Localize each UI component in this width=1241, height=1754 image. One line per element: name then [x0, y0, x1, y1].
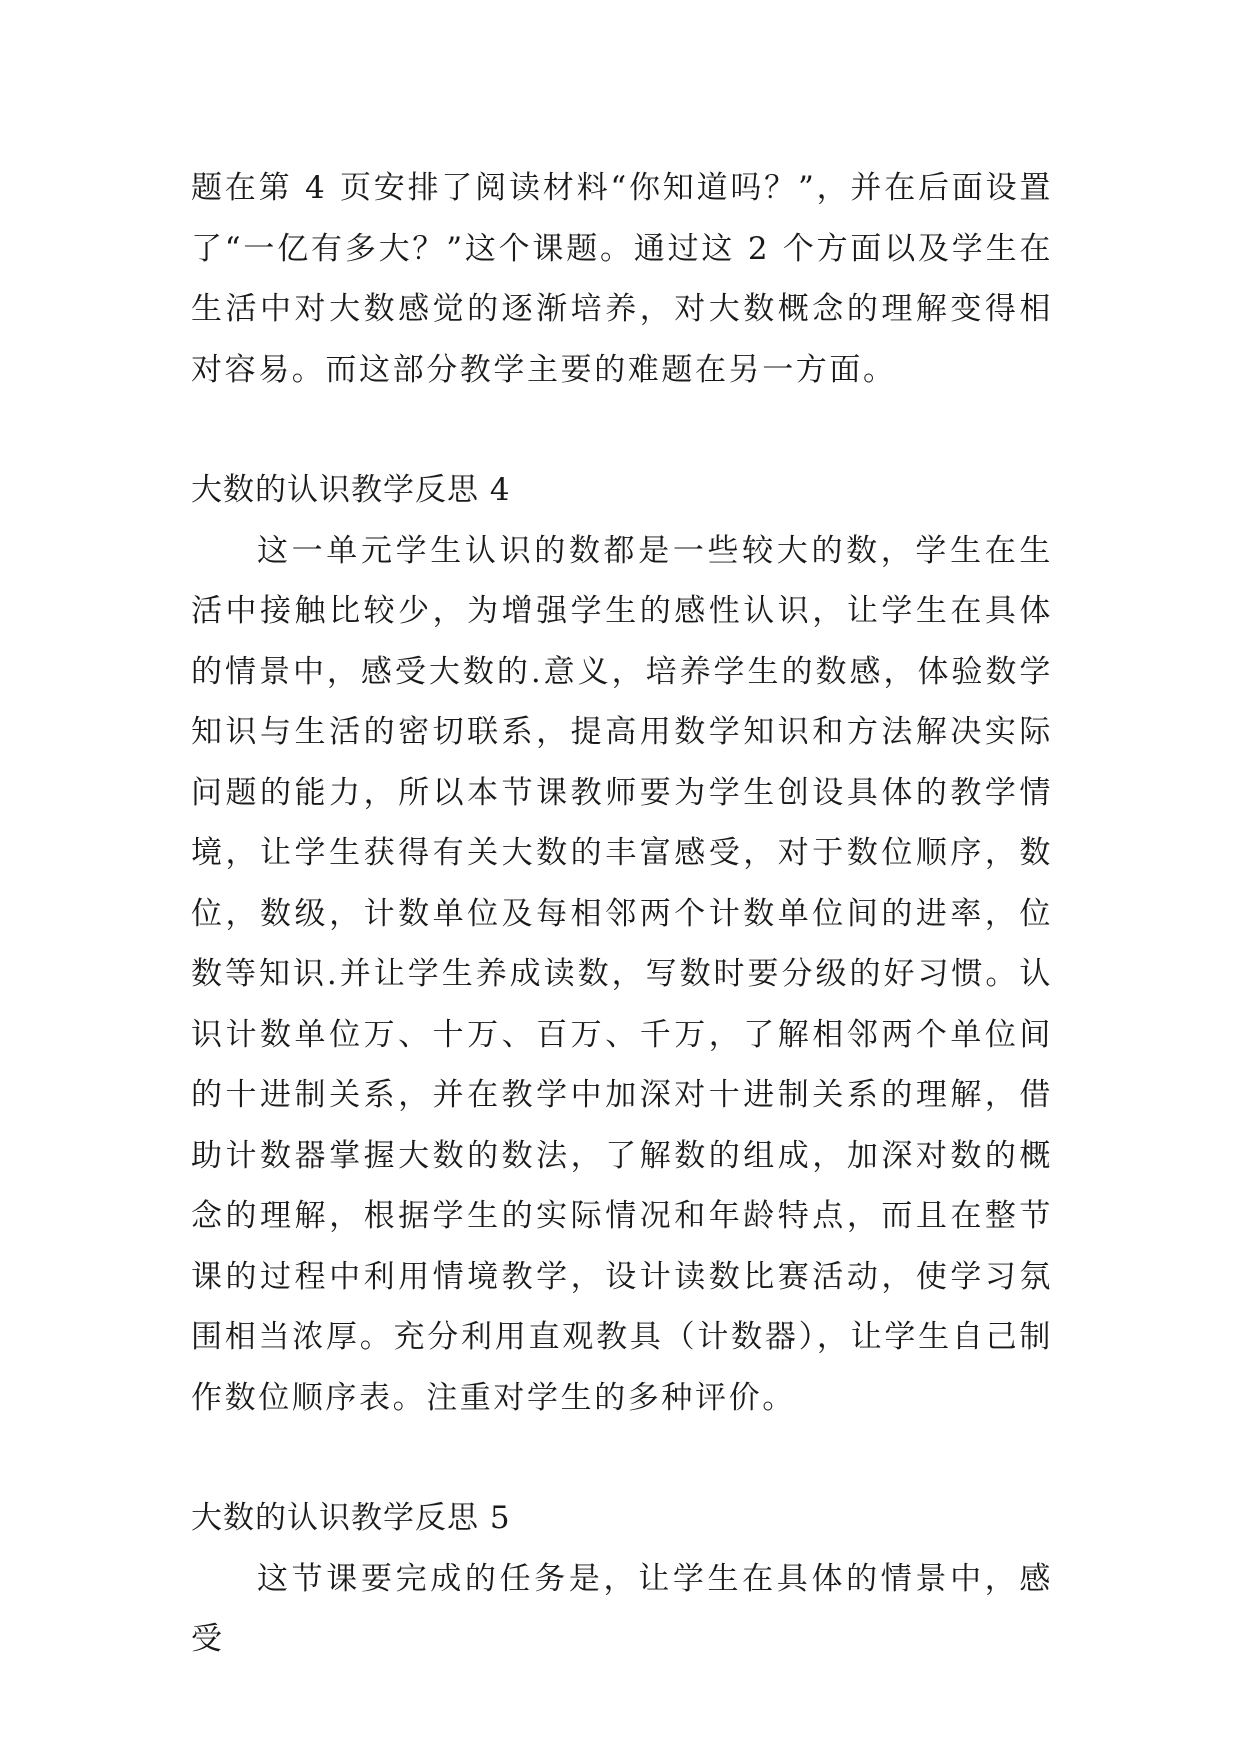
document-page [191, 158, 1053, 1670]
section-heading-5: 大数的认识教学反思 5 [191, 1500, 511, 1536]
continuation-paragraph: 题在第 4 页安排了阅读材料“你知道吗？”，并在后面设置了“一亿有多大？”这个课题。通过这 2 个方面以及学生在生活中对大数感觉的逐渐培养，对大数概念的理解变得相对容易。而这部分教学主要的难题在另一方面。 [191, 170, 1053, 388]
section-heading-4: 大数的认识教学反思 4 [191, 472, 511, 508]
section-paragraph-4: 这一单元学生认识的数都是一些较大的数，学生在生活中接触比较少，为增强学生的感性认识，让学生在具体的情景中，感受大数的.意义，培养学生的数感，体验数学知识与生活的密切联系，提高用数学知识和方法解决实际问题的能力，所以本节课教师要为学生创设具体的教学情境，让学生获得有关大数的丰富感受，对于数位顺序，数位，数级，计数单位及每相邻两个计数单位间的进率，位数等知识.并让学生养成读数，写数时要分级的好习惯。认识计数单位万、十万、百万、千万，了解相邻两个单位间的十进制关系，并在教学中加深对十进制关系的理解，借助计数器掌握大数的数法，了解数的组成，加深对数的概念的理解，根据学生的实际情况和年龄特点，而且在整节课的过程中利用情境教学，设计读数比赛活动，使学习氛围相当浓厚。充分利用直观教具（计数器），让学生自己制作数位顺序表。注重对学生的多种评价。 [191, 532, 1053, 1416]
section-gap [191, 400, 1053, 460]
section-gap [191, 1428, 1053, 1488]
section-paragraph-5: 这节课要完成的任务是，让学生在具体的情景中，感受 [191, 1560, 1053, 1657]
